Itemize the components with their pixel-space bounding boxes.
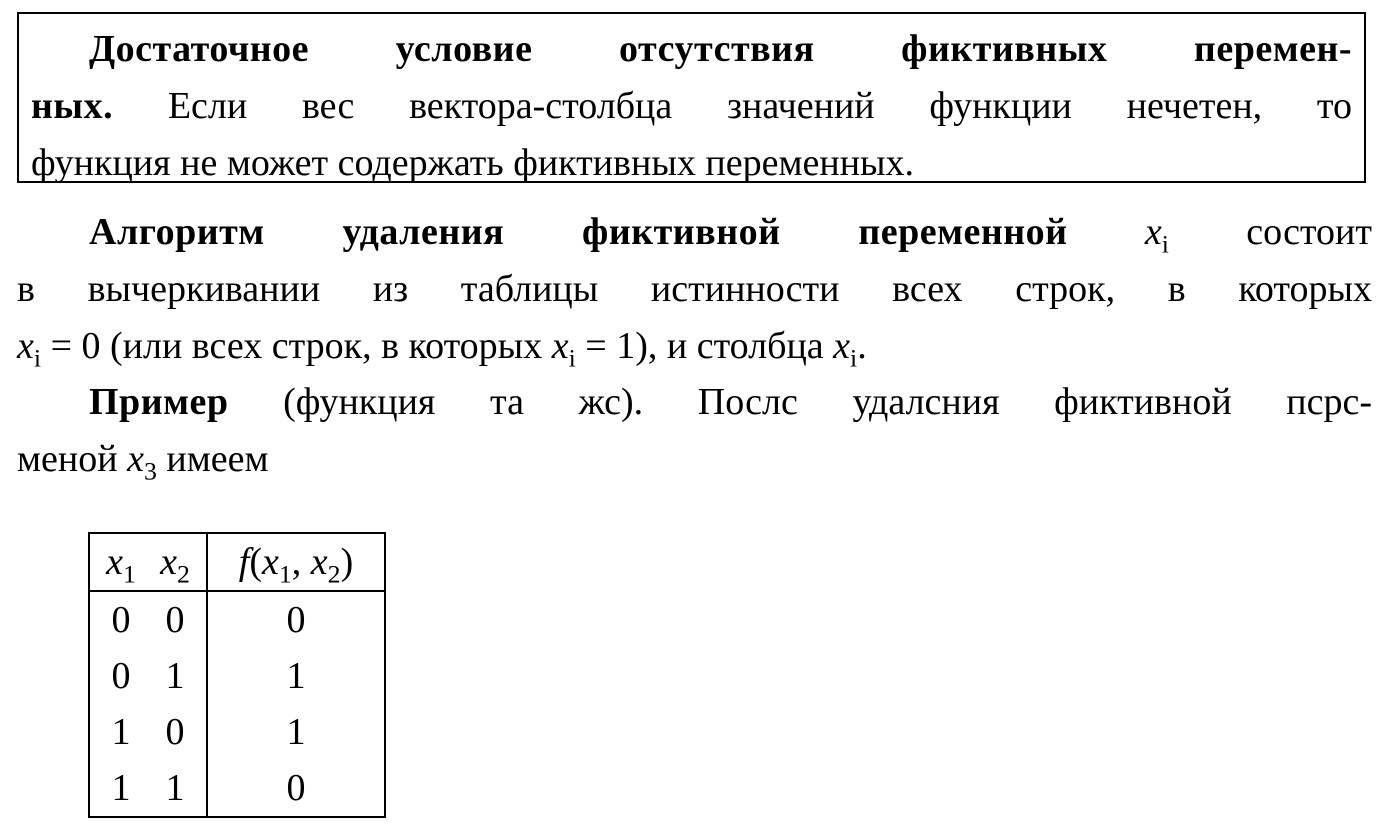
theorem-title: Достаточное условие отсутствия фиктивных перемен- — [89, 28, 1352, 70]
table-row: 1 1 0 — [89, 760, 385, 817]
algorithm-var-eq2: $x_i$ — [551, 325, 576, 373]
algorithm-var: $x_i$ — [1144, 211, 1169, 259]
theorem-line-1 — [31, 21, 1352, 78]
algorithm-title: Алгоритм удаления фиктивной переменной — [89, 211, 1068, 253]
example-title: Пример — [89, 381, 229, 423]
header-f: $f(x_1$, $x_2$) — [207, 533, 385, 591]
algorithm-text-1: состоит — [1246, 211, 1372, 253]
algorithm-paragraph — [17, 204, 1372, 375]
theorem-line-2 — [31, 78, 1352, 135]
table-row: 1 0 1 — [89, 704, 385, 760]
algorithm-line-3: $x_i = 0$ (или всех строк, в которых $x_i = 1$), и столбца $x_i$. — [17, 325, 867, 373]
truth-table-header-row — [89, 533, 385, 591]
example-line-2: меной $x_3$ имеем — [17, 438, 269, 486]
truth-table — [88, 532, 386, 818]
example-text-1: (функция та жс). Послс удалсния фиктивной псрс- — [283, 381, 1372, 423]
algorithm-var-eq1: $x_i$ — [17, 325, 42, 373]
algorithm-line-2: в вычеркивании из таблицы истинности всех строк, в которых — [17, 268, 1372, 310]
theorem-line-3: функция не может содержать фиктивных переменных. — [31, 142, 915, 184]
example-line-1 — [17, 374, 1372, 431]
table-row: 0 0 0 — [89, 591, 385, 648]
algorithm-line-1 — [17, 204, 1372, 261]
theorem-title-cont: ных. — [31, 85, 114, 127]
example-var: $x_3$ — [127, 438, 157, 486]
algorithm-var-column: $x_i$ — [833, 325, 858, 373]
example-paragraph — [17, 374, 1372, 488]
table-row: 0 1 1 — [89, 648, 385, 704]
header-x1: $x_1$ — [89, 533, 148, 591]
theorem-box — [17, 12, 1366, 183]
theorem-text-2: Если вес вектора-столбца значений функции нечетен, то — [167, 85, 1352, 127]
header-x2: $x_2$ — [148, 533, 207, 591]
